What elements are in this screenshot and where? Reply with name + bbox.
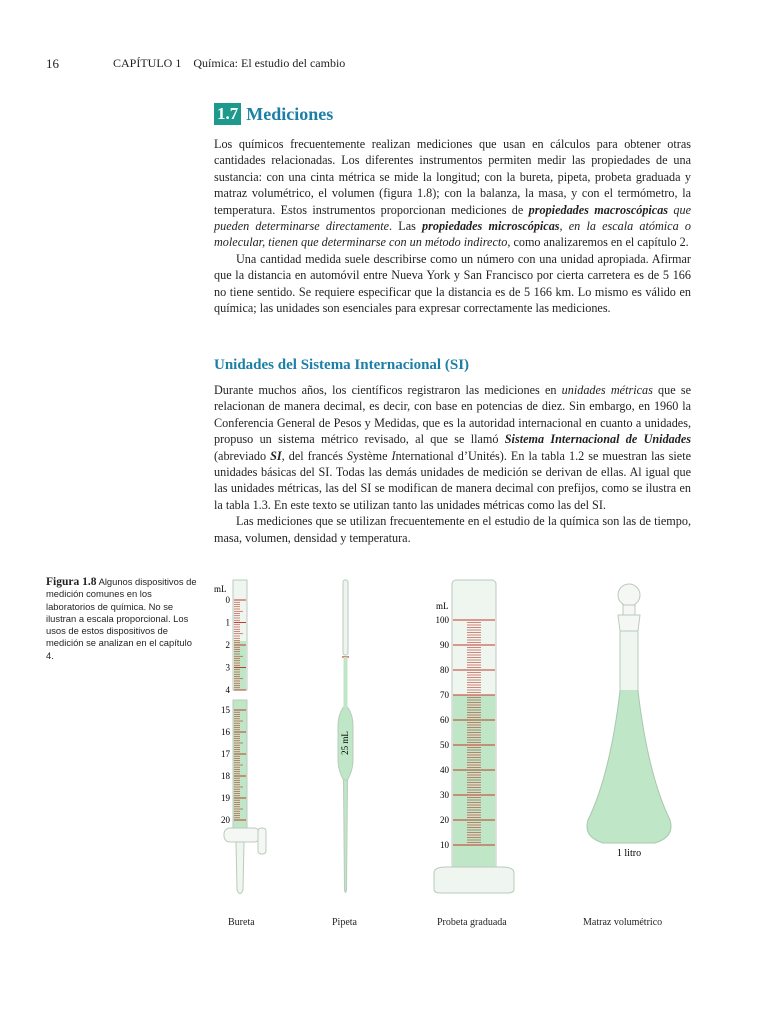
buret-tick-label: 4 (225, 685, 230, 695)
cylinder-tick-label: 20 (440, 815, 449, 825)
buret-tick-label: 3 (225, 662, 230, 673)
subsection-title: Unidades del Sistema Internacional (SI) (214, 357, 470, 373)
pipet-label: Pipeta (332, 917, 357, 928)
buret (214, 580, 266, 894)
flask-body (587, 691, 671, 843)
pipet-top-stem (343, 580, 348, 655)
p1-italic-2: , en la escala atómica o molecular, tienen que determinarse con un método indirecto (214, 219, 691, 250)
cylinder-tick-label: 80 (440, 665, 449, 675)
p3-text-1: Durante muchos años, los científicos registraron las mediciones en (214, 383, 562, 397)
figure-label: Figura 1.8 (46, 576, 97, 588)
p1-text-3: , como analizaremos en el capítulo 2. (507, 235, 689, 250)
buret-tick-label: 19 (221, 793, 230, 803)
p3-bold-2: SI (270, 448, 282, 463)
p1-bold-1: propiedades macroscópicas (528, 202, 669, 217)
pipet-volume-label: 25 mL (340, 731, 350, 755)
volumetric-flask (587, 584, 671, 859)
intro-text (214, 136, 691, 316)
p3-italic-1: unidades métricas (561, 383, 653, 397)
chapter-title: CAPÍTULO 1 Química: El estudio del cambio (113, 56, 346, 70)
flask-stopper-plug (618, 615, 640, 631)
p3-text-6: nternational d’Unités). En la tabla 1.2 se muestran las siete unidades básicas del SI. Todas las demás unidades de medición se derivan de ellas. Al igual que las unidades métricas, las del SI se modifican de manera decimal con prefijos, como se ilustra en la tabla 1.3. En este texto se utilizan tanto las unidades métricas como las del SI. (214, 448, 691, 512)
section-heading (214, 102, 333, 126)
cylinder-tick-label: 100 (435, 615, 449, 625)
buret-stopcock (224, 828, 260, 842)
buret-tick-label: 18 (221, 771, 230, 781)
p3-text-3: (abreviado (214, 448, 271, 463)
cylinder-liquid (453, 695, 495, 869)
buret-tip (236, 842, 244, 894)
cylinder-tick-label: 30 (440, 790, 449, 800)
buret-tick-label: 17 (221, 749, 230, 759)
cylinder-tick-label: 50 (440, 740, 449, 750)
p3-italic-3: I (391, 448, 396, 463)
buret-tick-label: 15 (221, 705, 230, 715)
cylinder-unit-label: mL (436, 601, 449, 611)
si-text (214, 382, 691, 546)
p3-text-4: , del francés (281, 448, 347, 463)
cylinder-tick-label: 40 (440, 765, 449, 775)
section-title: Mediciones (246, 103, 334, 124)
graduated-cylinder (434, 580, 514, 893)
pipet (338, 580, 353, 893)
cylinder-base (434, 867, 514, 893)
flask-neck-liquid (621, 690, 637, 698)
buret-tick-label: 0 (225, 595, 230, 605)
pipet-upper-liquid (344, 657, 348, 707)
flask-stopper-neck (623, 605, 635, 615)
p3-text-5: ystème (352, 448, 392, 463)
figure-caption-text: Algunos dispositivos de medición comunes en los laboratorios de química. No se ilustran a escala proporcional. Los usos de estos dispositivos de medición se analizan en el capítulo 4. (46, 576, 197, 661)
page-number: 16 (46, 56, 59, 71)
figure-caption (46, 576, 198, 662)
p1-text-1: Los químicos frecuentemente realizan mediciones que usan en cálculos para obtener otras cantidades relacionadas. Los diferentes instrumentos permiten medir las propiedades de una sustancia: con una cinta métrica se mide la longitud; con la bureta, pipeta, probeta graduada y matraz volumétrico, el volumen (figura 1.8); con la balanza, la masa, y con el termómetro, la temperatura. Estos instrumentos proporcionan mediciones de (214, 137, 691, 217)
buret-unit-label: mL (214, 584, 227, 594)
flask-volume-label: 1 litro (616, 848, 642, 859)
buret-stopcock-handle (258, 828, 266, 854)
cylinder-label: Probeta graduada (437, 917, 507, 928)
buret-tick-label: 16 (221, 727, 230, 737)
paragraph-4: Las mediciones que se utilizan frecuentemente en el estudio de la química son las de tiempo, masa, volumen, densidad y temperatura. (214, 514, 691, 545)
paragraph-1 (214, 136, 691, 251)
flask-label: Matraz volumétrico (583, 917, 663, 928)
paragraph-3 (214, 382, 691, 513)
buret-tick-label: 20 (221, 815, 230, 825)
cylinder-tick-label: 60 (440, 715, 449, 725)
pipet-tip (344, 780, 348, 893)
p1-bold-2: propiedades microscópicas (422, 219, 560, 234)
p1-text-2: . Las (389, 219, 423, 234)
measuring-devices-figure (200, 575, 680, 915)
buret-label: Bureta (228, 917, 255, 928)
paragraph-2: Una cantidad medida suele describirse como un número con una unidad apropiada. Afirmar que la distancia en automóvil entre Nueva York y San Francisco por cierta carretera es de 5 166 no tiene sentido. Se requiere especificar que la distancia es de 5 166 km. Lo mismo es válido en química; las unidades son esenciales para expresar correctamente las mediciones. (214, 251, 691, 316)
p3-italic-2: S (346, 448, 353, 463)
flask-neck (620, 631, 638, 691)
cylinder-tick-label: 70 (440, 690, 449, 700)
p3-bold-1: Sistema Internacional de Unidades (504, 432, 692, 447)
flask-stopper-knob (618, 584, 640, 606)
cylinder-tick-label: 90 (440, 640, 449, 650)
buret-tick-label: 2 (225, 640, 230, 650)
cylinder-tick-label: 10 (440, 840, 449, 850)
section-number: 1.7 (214, 103, 241, 125)
buret-tick-label: 1 (225, 617, 230, 628)
p3-text-2: que se relacionan de manera decimal, es decir, con base en potencias de diez. Sin embargo, en 1960 la Conferencia General de Pesos y Medidas, que es la autoridad internacional en cuanto a unidades, propuso un sistema métrico revisado, al que se llamó (214, 383, 692, 447)
p1-italic-1: que pueden determinarse directamente (214, 202, 691, 234)
